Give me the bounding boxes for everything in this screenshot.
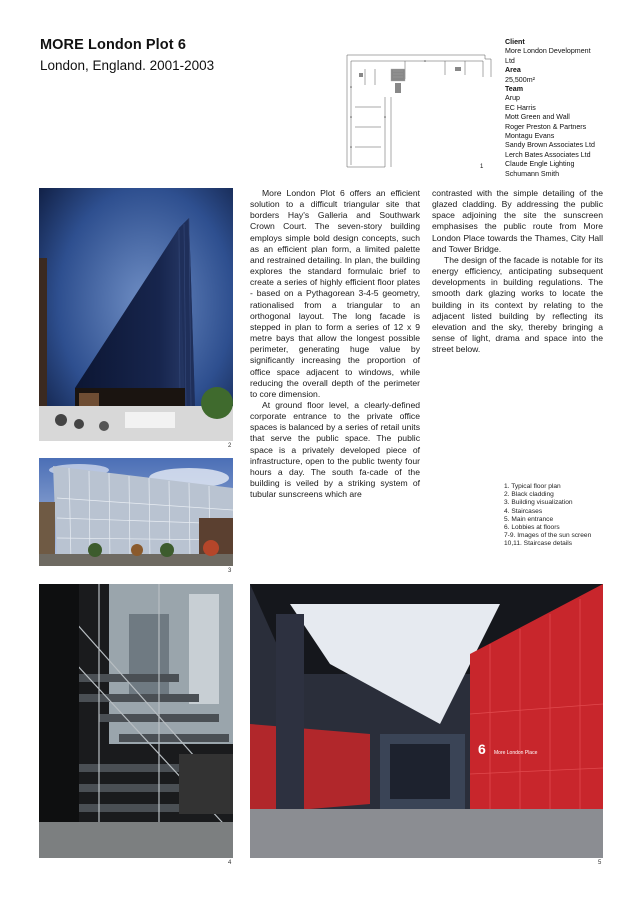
lobby-sign-number: 6: [478, 741, 486, 757]
lobby-sign-text: More London Place: [494, 750, 538, 756]
caption: 5. Main entrance: [504, 515, 554, 523]
figure-number: 1: [480, 164, 484, 170]
floor-plan-drawing: [345, 47, 493, 171]
visualization-illustration: [39, 458, 233, 566]
caption: 4. Staircases: [504, 507, 543, 515]
tower-illustration: [39, 188, 233, 441]
caption: 3. Building visualization: [504, 499, 573, 507]
team-member: Claude Engle Lighting: [505, 160, 575, 169]
caption: 2. Black cladding: [504, 491, 554, 499]
team-member: EC Harris: [505, 103, 536, 112]
figure-number: 4: [228, 860, 232, 866]
caption: 10,11. Staircase details: [504, 540, 573, 548]
team-member: Mott Green and Wall: [505, 113, 570, 122]
team-member: Lerch Bates Associates Ltd: [505, 150, 591, 159]
team-member: Sandy Brown Associates Ltd: [505, 141, 595, 150]
figure-number: 2: [228, 443, 232, 449]
caption: 1. Typical floor plan: [504, 483, 561, 490]
client-value-2: Ltd: [505, 56, 515, 65]
figure-captions: [504, 483, 604, 549]
body-text-column-1: [250, 188, 420, 500]
team-member: Roger Preston & Partners: [505, 122, 587, 131]
area-value: 25,500m²: [505, 75, 535, 84]
team-member: Arup: [505, 94, 520, 103]
caption: 7-9. Images of the sun screen: [504, 532, 592, 540]
page-title: MORE London Plot 6: [40, 37, 186, 53]
photo-black-cladding: [39, 188, 233, 441]
photo-main-entrance: [250, 584, 603, 858]
team-member: Montagu Evans: [505, 132, 555, 141]
paragraph: The design of the facade is notable for its energy efficiency, anticipating subsequent developments in building regulations. The smooth dark glazing works to locate the building in its context by relating to the adjacent listed building by reflecting its elevation and the sky, thereby bringing a sense of light, drama and space into the street below.: [432, 254, 603, 355]
photo-staircases: [39, 584, 233, 858]
paragraph: At ground floor level, a clearly-defined corporate entrance to the private office spaces is balanced by a series of retail units that serve the public space. The public space is a privately developed piece of infrastructure, open to the public twenty four hours a day. The south fa-cade of the building is veiled by a striking system of tubular sunscreens which are: [250, 399, 420, 500]
figure-number: 3: [228, 568, 232, 574]
staircase-illustration: [39, 584, 233, 858]
client-value: More London Development: [505, 47, 591, 56]
entrance-illustration: [250, 584, 603, 858]
page-subtitle: London, England. 2001-2003: [40, 58, 215, 73]
caption: 6. Lobbies at floors: [504, 524, 560, 532]
area-label: Area: [505, 66, 521, 75]
team-member: Schumann Smith: [505, 169, 560, 178]
figure-number: 5: [598, 860, 602, 866]
paragraph: More London Plot 6 offers an efficient solution to a difficult triangular site that borders Hay's Galleria and Southwark Crown Court. The seven-story building employs simple bold design concepts, such as an efficient plan form, a limited palette and restrained detailing. In plan, the building explores the standard formulaic brief to create a series of highly efficient floor plates - based on a Pythagorean 3-4-5 geometry, rationalised from a triangular to an orthogonal layout. The long facade is stepped in plan to form a series of 12 x 9 metre bays that allow the longest possible perimeter, generating huge value by significantly increasing the proportion of office space adjacent to windows, while reducing the overall depth of the perimeter to core dimension.: [250, 188, 420, 399]
paragraph: contrasted with the simple detailing of the glazed cladding. By addressing the public space adjoining the site the sunscreen emphasises the public route from More London Place towards the Thames, City Hall and Tower Bridge.: [432, 188, 603, 254]
photo-building-visualization: [39, 458, 233, 566]
body-text-column-2: [432, 188, 603, 355]
project-info: [505, 38, 617, 179]
client-label: Client: [505, 38, 525, 46]
team-label: Team: [505, 85, 524, 94]
